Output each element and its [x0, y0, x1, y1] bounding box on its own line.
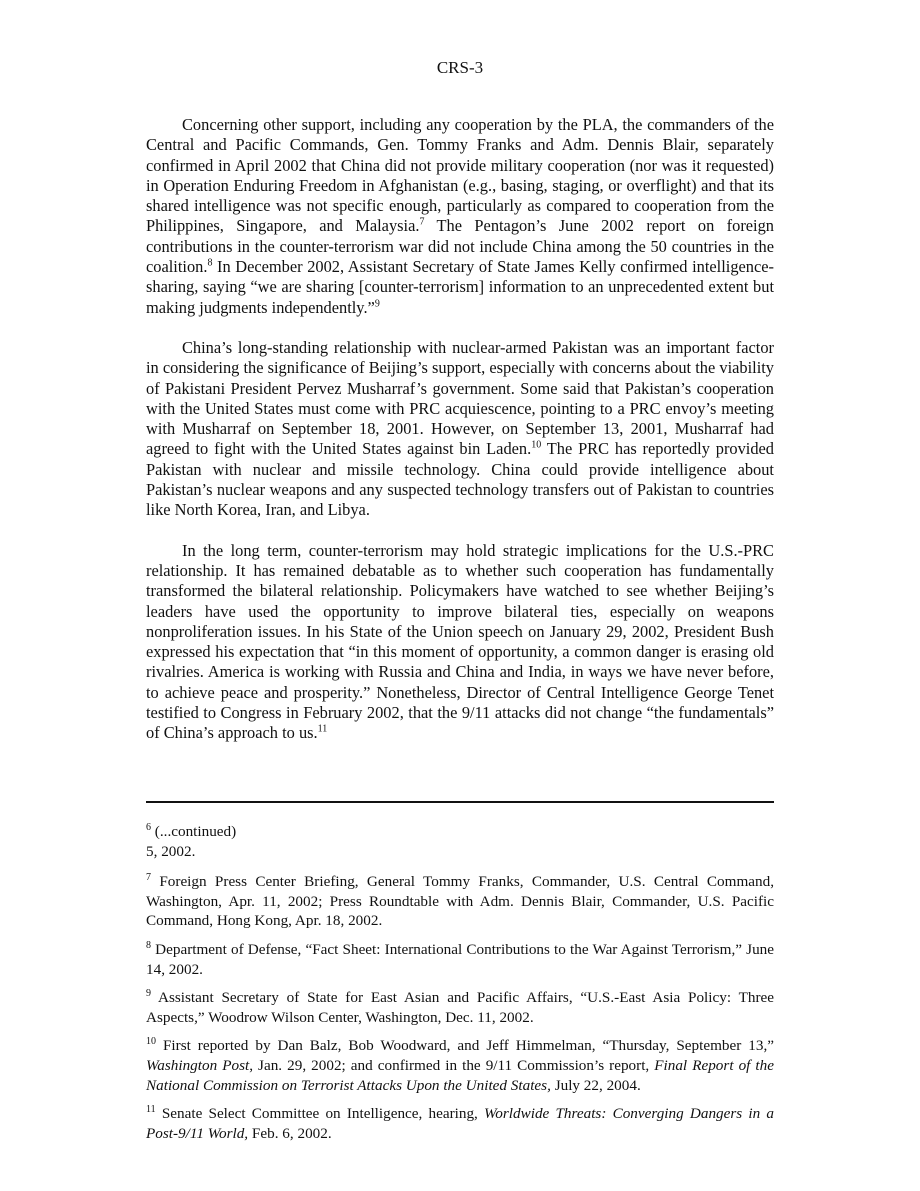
footnote-10 — [146, 1036, 774, 1095]
footnote-text: (...continued) — [151, 823, 237, 840]
paragraph-long-term — [146, 541, 774, 744]
footnote-8 — [146, 940, 774, 979]
report-title: Final Report of the National Commission on Terrorist Attacks Upon the United States, — [146, 1056, 774, 1094]
footnote-ref-8[interactable]: 8 — [207, 257, 213, 269]
footnote-text: Assistant Secretary of State for East Asian and Pacific Affairs, “U.S.-East Asia Policy: Three Aspects,” Woodrow Wilson Center, Washington, Dec. 11, 2002. — [146, 989, 774, 1026]
footnote-ref-7[interactable]: 7 — [419, 217, 425, 229]
footnote-number: 6 — [146, 821, 151, 833]
paragraph-text: In December 2002, Assistant Secretary of State James Kelly confirmed intelligence-sharing, saying “we are sharing [counter-terrorism] information to an unprecedented extent but making judgments independently.” — [146, 257, 774, 317]
paragraph-text: China’s long-standing relationship with nuclear-armed Pakistan was an important factor in considering the significance of Beijing’s support, especially with concerns about the viability of Pakistani President Pervez Musharraf’s government. Some said that Pakistan’s cooperation with the United States must come with PRC acquiescence, pointing to a PRC envoy’s meeting with Musharraf on September 18, 2001. However, on September 13, 2001, Musharraf had agreed to fight with the United States against bin Laden. — [146, 337, 774, 459]
paragraph-other-support — [146, 115, 774, 318]
footnote-11 — [146, 1104, 774, 1143]
paragraph-text: The Pentagon’s June 2002 report on foreign contributions in the counter-terrorism war did not include China among the 50 countries in the coalition. — [146, 216, 774, 277]
footnote-text: July 22, 2004. — [550, 1076, 641, 1094]
footnote-6-continued — [146, 822, 774, 861]
footnote-7 — [146, 872, 774, 931]
footnote-text: 5, 2002. — [146, 842, 196, 860]
footnote-ref-11[interactable]: 11 — [317, 723, 328, 735]
paragraph-text: The PRC has reportedly provided Pakistan with nuclear and missile technology. China could provide intelligence about Pakistan’s nuclear weapons and any suspected technology transfers out of Pakistan to countries like North Korea, Iran, and Libya. — [146, 439, 775, 520]
paragraph-pakistan — [146, 338, 774, 521]
paragraph-text: In the long term, counter-terrorism may hold strategic implications for the U.S.-PRC relationship. It has remained debatable as to whether such cooperation has fundamentally transformed the bilateral relationship. Policymakers have watched to see whether Beijing’s leaders have used the opportunity to improve bilateral ties, especially on weapons nonproliferation issues. In his State of the Union speech on January 29, 2002, President Bush expressed his expectation that “in this moment of opportunity, a common danger is erasing old rivalries. America is working with Russia and China and India, in ways we have never before, to achieve peace and prosperity.” Nonetheless, Director of Central Intelligence George Tenet testified to Congress in February 2002, that the 9/11 attacks did not change “the fundamentals” of China’s approach to us. — [146, 540, 774, 743]
footnote-divider — [146, 801, 774, 803]
footnote-ref-10[interactable]: 10 — [531, 439, 542, 451]
footnote-text: , Jan. 29, 2002; and confirmed in the 9/11 Commission’s report, — [249, 1056, 655, 1074]
hearing-title: Worldwide Threats: Converging Dangers in a Post-9/11 World, — [146, 1105, 774, 1142]
footnotes — [146, 822, 774, 1152]
footnote-number: 11 — [146, 1104, 156, 1116]
footnote-number: 10 — [146, 1036, 156, 1048]
page-header: CRS-3 — [436, 58, 484, 77]
footnote-text: First reported by Dan Balz, Bob Woodward, and Jeff Himmelman, “Thursday, September 13,” — [156, 1037, 774, 1055]
footnote-number: 8 — [146, 939, 151, 951]
footnote-text: Feb. 6, 2002. — [248, 1124, 332, 1142]
footnote-number: 9 — [146, 988, 151, 1000]
footnote-text: Senate Select Committee on Intelligence, hearing, — [155, 1105, 485, 1123]
footnote-number: 7 — [146, 872, 151, 884]
footnote-text: Foreign Press Center Briefing, General Tommy Franks, Commander, U.S. Central Command, Washington, Apr. 11, 2002; Press Roundtable with Adm. Dennis Blair, Commander, U.S. Pacific Command, Hong Kong, Apr. 18, 2002. — [146, 873, 774, 930]
publication-title: Washington Post — [146, 1056, 250, 1074]
footnote-9 — [146, 988, 774, 1027]
footnote-ref-9[interactable]: 9 — [374, 298, 380, 310]
footnote-text: Department of Defense, “Fact Sheet: International Contributions to the War Against Terrorism,” June 14, 2002. — [146, 940, 774, 978]
paragraph-text: Concerning other support, including any cooperation by the PLA, the commanders of the Central and Pacific Commands, Gen. Tommy Franks and Adm. Dennis Blair, separately confirmed in April 2002 that China did not provide military cooperation (nor was it requested) in Operation Enduring Freedom in Afghanistan (e.g., basing, staging, or overflight) and that its shared intelligence was not specific enough, particularly as compared to cooperation from the Philippines, Singapore, and Malaysia. — [146, 115, 774, 236]
body-text — [146, 115, 774, 764]
